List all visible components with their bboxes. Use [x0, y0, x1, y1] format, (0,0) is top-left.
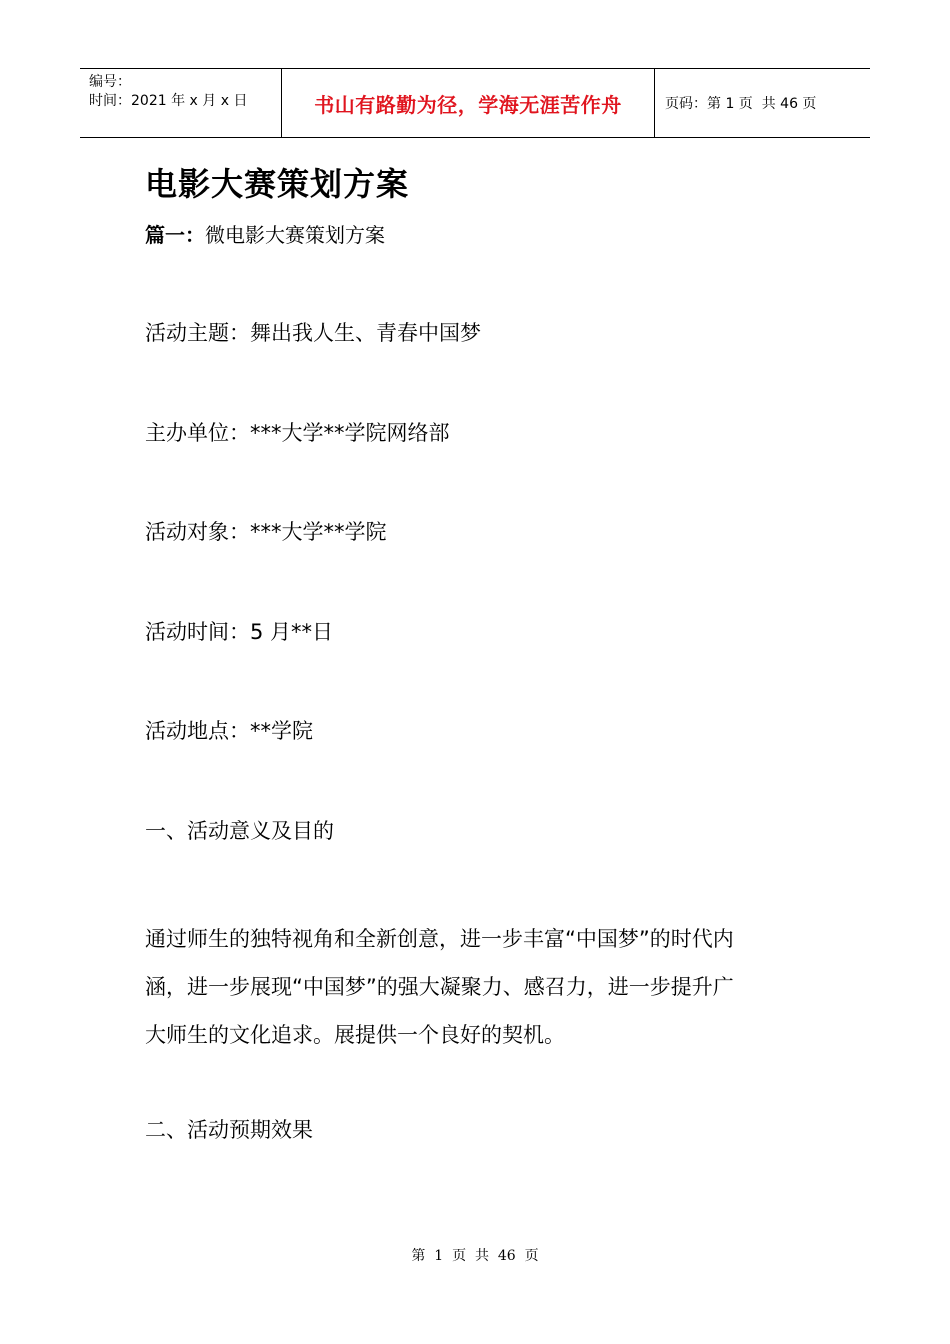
- body-line: 涵，进一步展现“中国梦”的强大凝聚力、感召力，进一步提升广: [145, 975, 734, 999]
- document-subtitle: [145, 220, 385, 250]
- activity-location: 活动地点：**学院: [145, 719, 313, 743]
- header-meta: [80, 69, 282, 137]
- page-info-text: 页码：第 1 页 共 46 页: [665, 96, 817, 112]
- header-motto: [282, 69, 655, 137]
- motto-text: 书山有路勤为径，学海无涯苦作舟: [314, 92, 622, 117]
- subtitle-text: 微电影大赛策划方案: [205, 223, 385, 247]
- body-line: 大师生的文化追求。展提供一个良好的契机。: [145, 1023, 565, 1047]
- activity-theme: 活动主题：舞出我人生、青春中国梦: [145, 321, 481, 345]
- target-audience: 活动对象：***大学**学院: [145, 520, 387, 544]
- activity-time: 活动时间：5 月**日: [145, 620, 334, 644]
- page-footer: 第 1 页 共 46 页: [411, 1248, 539, 1264]
- section-two-heading: 二、活动预期效果: [145, 1118, 313, 1142]
- subtitle-lead: 篇一：: [145, 223, 205, 247]
- header-page-info: [655, 69, 870, 137]
- organizer: 主办单位：***大学**学院网络部: [145, 421, 450, 445]
- number-label: 编号：: [89, 74, 131, 90]
- time-label: 时间：2021 年 x 月 x 日: [89, 93, 248, 109]
- document-title: 电影大赛策划方案: [145, 165, 410, 203]
- body-line: 通过师生的独特视角和全新创意，进一步丰富“中国梦”的时代内: [145, 927, 734, 951]
- section-one-body: [145, 915, 805, 1059]
- page-header: [80, 68, 870, 138]
- section-one-heading: 一、活动意义及目的: [145, 819, 334, 843]
